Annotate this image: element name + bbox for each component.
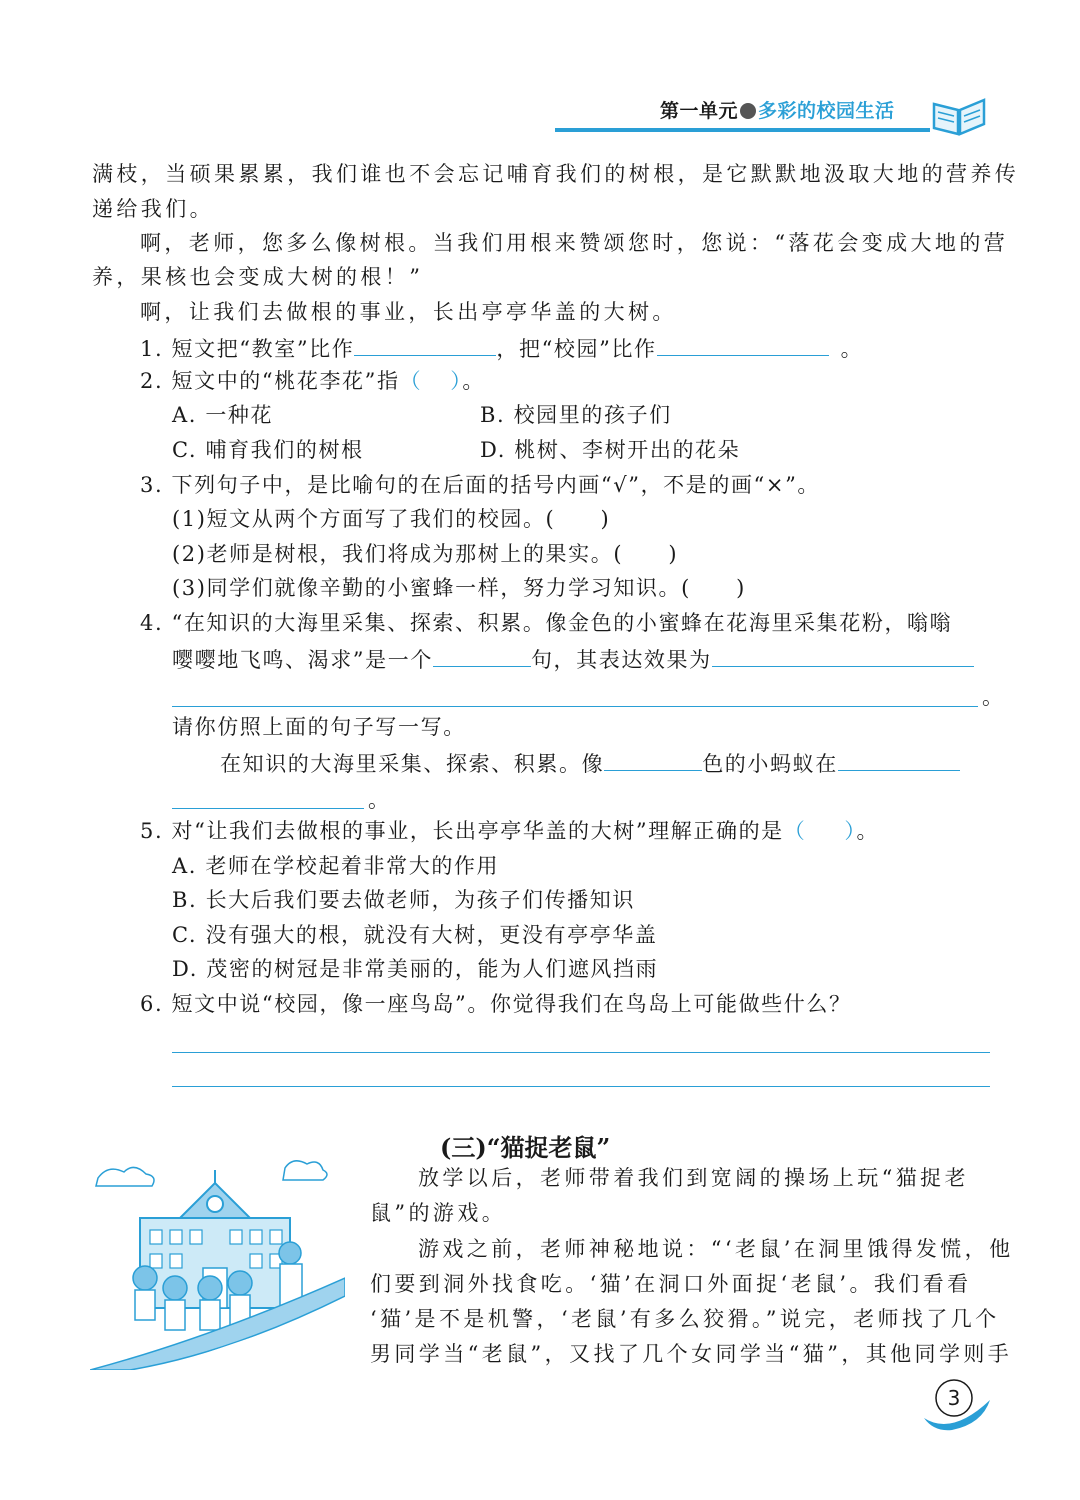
answer-blank[interactable] xyxy=(354,333,496,356)
header-underline xyxy=(555,128,930,132)
passage-line: 啊，老师，您多么像树根。当我们用根来赞颂您时，您说：“落花会变成大地的营 xyxy=(140,231,1009,255)
question-text: 2. 短文中的“桃花李花”指 xyxy=(140,369,400,393)
answer-line[interactable] xyxy=(172,1086,990,1087)
answer-blank[interactable] xyxy=(712,644,974,667)
instruction: 请你仿照上面的句子写一写。 xyxy=(172,715,466,739)
option-a: A. 老师在学校起着非常大的作用 xyxy=(172,854,500,878)
question-2 xyxy=(140,367,485,395)
question-3: 3. 下列句子中，是比喻句的在后面的括号内画“√”，不是的画“×”。 xyxy=(140,473,821,497)
school-illustration xyxy=(90,1138,345,1370)
answer-blank[interactable] xyxy=(604,748,702,771)
passage-line: 啊，让我们去做根的事业，长出亭亭华盖的大树。 xyxy=(140,300,677,324)
period: 。 xyxy=(462,369,485,393)
option-d: D. 桃树、李树开出的花朵 xyxy=(480,438,741,462)
option-c: C. 哺育我们的树根 xyxy=(172,438,364,462)
answer-line[interactable] xyxy=(172,1052,990,1053)
sub-question: (3)同学们就像辛勤的小蜜蜂一样，努力学习知识。( ) xyxy=(172,576,746,600)
paragraph-line: 游戏之前，老师神秘地说：“‘老鼠’在洞里饿得发慌，他 xyxy=(418,1237,1014,1261)
paragraph-line: 放学以后，老师带着我们到宽阔的操场上玩“猫捉老 xyxy=(418,1166,969,1190)
question-text: 在知识的大海里采集、探索、积累。像 xyxy=(220,752,605,776)
question-4: 4. “在知识的大海里采集、探索、积累。像金色的小蜜蜂在花海里采集花粉，嗡嗡 xyxy=(140,611,953,635)
question-5 xyxy=(140,817,879,845)
paragraph-line: ‘猫’是不是机警，‘老鼠’有多么狡猾。”说完，老师找了几个 xyxy=(370,1307,1000,1331)
question-6: 6. 短文中说“校园，像一座鸟岛”。你觉得我们在鸟岛上可能做些什么？ xyxy=(140,992,852,1016)
question-1 xyxy=(140,333,863,363)
question-text: 句，其表达效果为 xyxy=(530,648,712,672)
question-text: ，把“校园”比作 xyxy=(496,337,657,361)
answer-paren-open[interactable]: （ xyxy=(783,819,807,843)
question-4-cont xyxy=(172,644,974,674)
sub-question: (1)短文从两个方面写了我们的校园。( ) xyxy=(172,507,611,531)
question-text: 5. 对“让我们去做根的事业，长出亭亭华盖的大树”理解正确的是 xyxy=(140,819,784,843)
page-number-badge xyxy=(922,1378,992,1433)
paragraph-line: 男同学当“老鼠”，又找了几个女同学当“猫”，其他同学则手 xyxy=(370,1342,1013,1366)
option-d: D. 茂密的树冠是非常美丽的，能为人们遮风挡雨 xyxy=(172,957,659,981)
option-b: B. 长大后我们要去做老师，为孩子们传播知识 xyxy=(172,888,635,912)
unit-header xyxy=(660,96,895,123)
period: 。 xyxy=(368,788,389,812)
sub-question: (2)老师是树根，我们将成为那树上的果实。( ) xyxy=(172,542,679,566)
answer-paren-open[interactable]: （ xyxy=(399,369,423,393)
bullet-icon xyxy=(740,103,756,119)
option-b: B. 校园里的孩子们 xyxy=(480,403,672,427)
answer-blank[interactable] xyxy=(838,748,960,771)
unit-subtitle: 多彩的校园生活 xyxy=(758,100,895,122)
passage-line: 递给我们。 xyxy=(92,197,214,221)
period: 。 xyxy=(856,819,880,843)
question-text: 色的小蚂蚁在 xyxy=(702,752,838,776)
answer-paren-close[interactable]: ） xyxy=(450,369,463,393)
page-number: 3 xyxy=(947,1386,961,1410)
answer-blank[interactable] xyxy=(433,644,531,667)
answer-line[interactable] xyxy=(172,706,978,707)
passage-line: 养，果核也会变成大树的根！” xyxy=(92,265,424,289)
section-title: (三)“猫捉老鼠” xyxy=(440,1133,611,1162)
passage-line: 满枝，当硕果累累，我们谁也不会忘记哺育我们的树根，是它默默地汲取大地的营养传 xyxy=(92,162,1020,186)
answer-paren-close[interactable]: ） xyxy=(844,819,857,843)
paragraph-line: 鼠”的游戏。 xyxy=(370,1201,507,1225)
option-c: C. 没有强大的根，就没有大树，更没有亭亭华盖 xyxy=(172,923,658,947)
paragraph-line: 们要到洞外找食吃。‘猫’在洞口外面捉‘老鼠’。我们看看 xyxy=(370,1272,972,1296)
period: 。 xyxy=(982,685,1003,709)
option-a: A. 一种花 xyxy=(172,403,274,427)
book-icon xyxy=(930,96,988,136)
imitation-line xyxy=(220,748,960,778)
answer-blank[interactable] xyxy=(657,333,829,356)
question-text: 嘤嘤地飞鸣、渴求”是一个 xyxy=(172,648,433,672)
period: 。 xyxy=(840,337,864,361)
answer-line[interactable] xyxy=(172,808,364,809)
unit-label: 第一单元 xyxy=(660,100,739,122)
question-text: 1. 短文把“教室”比作 xyxy=(140,337,355,361)
